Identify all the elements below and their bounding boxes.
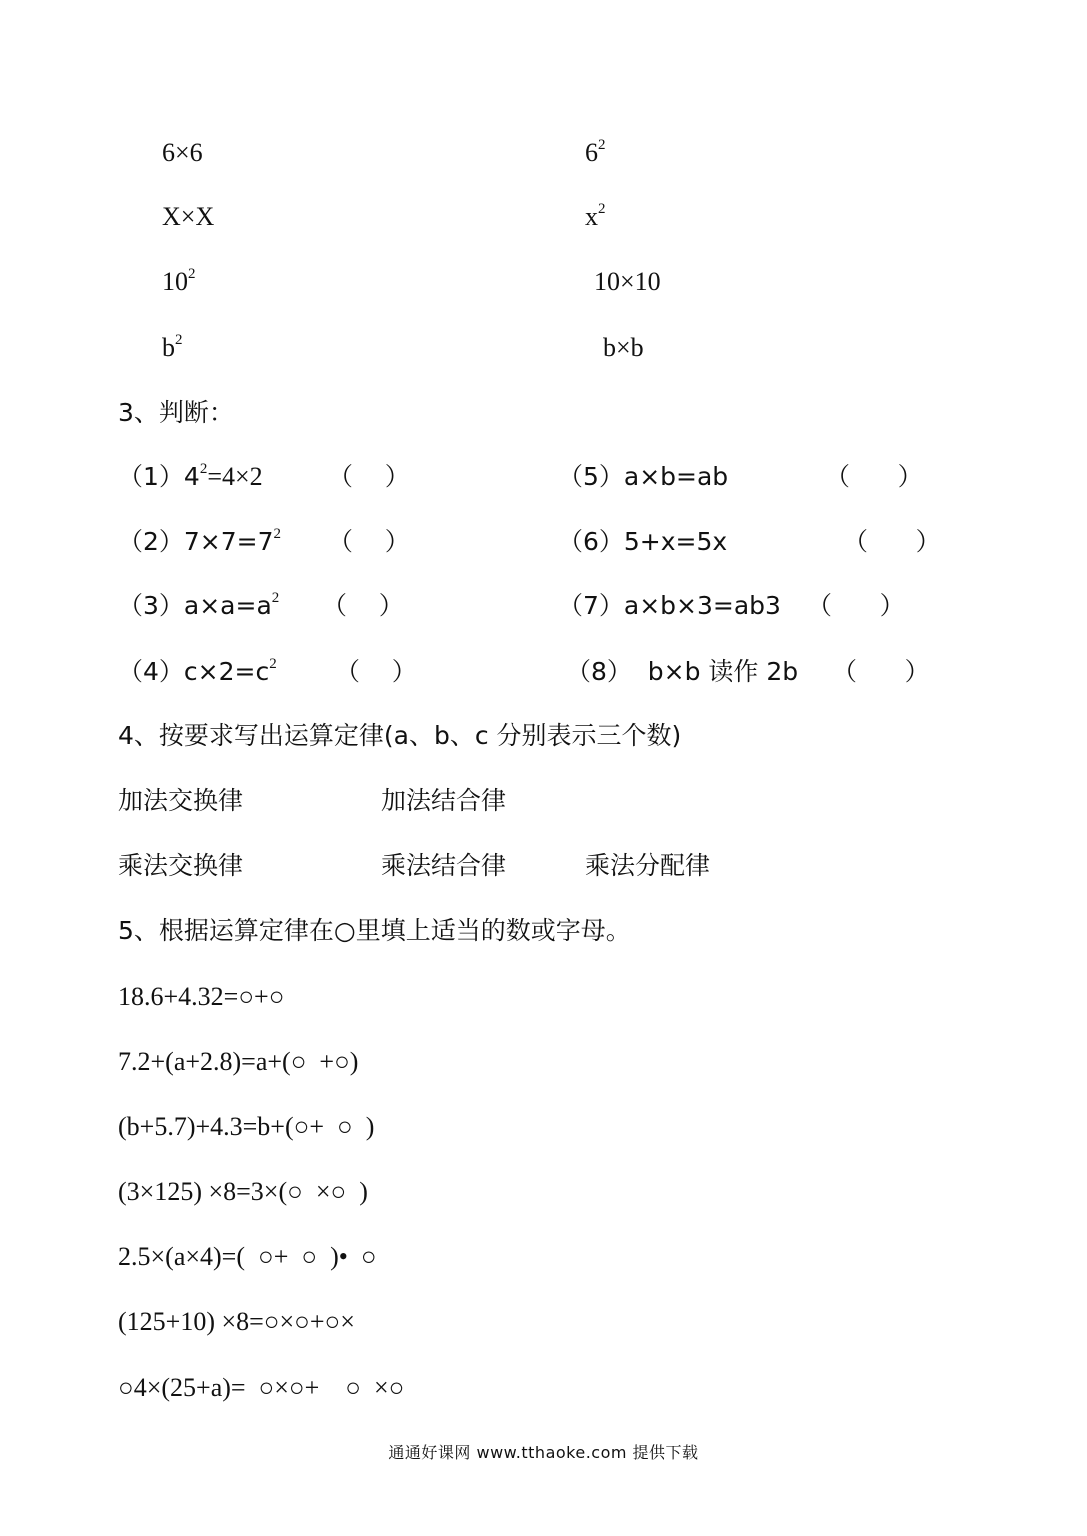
fill-line-4: (3×125) ×8=3×(○ ×○ ) <box>118 1177 368 1206</box>
fill-line-2: 7.2+(a+2.8)=a+(○ +○) <box>118 1047 359 1076</box>
page-footer: 通通好课网 www.tthaoke.com 提供下载 <box>388 1443 699 1462</box>
fill-line-7: ○4×(25+a)= ○×○+ ○ ×○ <box>118 1373 405 1402</box>
judge-item-7: （7）a×b×3=ab3 <box>558 591 781 620</box>
judge-paren-5[interactable]: （ ） <box>825 462 923 491</box>
law-multiplicative-associative: 乘法结合律 <box>381 851 507 880</box>
pair-left-3: $10^2$ <box>162 266 196 296</box>
pair-right-2: $x^2$ <box>585 201 606 231</box>
judge-paren-3[interactable]: （ ） <box>322 591 404 620</box>
law-additive-associative: 加法结合律 <box>381 786 507 815</box>
judge-paren-4[interactable]: （ ） <box>335 657 417 686</box>
pair-right-1: $6^2$ <box>585 137 606 167</box>
judge-paren-6[interactable]: （ ） <box>843 527 941 556</box>
pair-left-2: X×X <box>162 202 215 231</box>
fill-line-3: (b+5.7)+4.3=b+(○+ ○ ) <box>118 1112 375 1141</box>
law-additive-commutative: 加法交换律 <box>118 786 244 815</box>
section-4-title: 4、按要求写出运算定律(a、b、c 分别表示三个数) <box>118 721 682 750</box>
pair-left-4: $b^2$ <box>162 332 183 362</box>
judge-item-1: $(1)4^2=4\times 2$ <box>118 461 263 491</box>
fill-line-1: 18.6+4.32=○+○ <box>118 982 285 1011</box>
law-distributive: 乘法分配律 <box>585 851 711 880</box>
judge-item-6: （6）5+x=5x <box>558 527 728 556</box>
fill-line-6: (125+10) ×8=○×○+○× <box>118 1307 355 1336</box>
judge-paren-1[interactable]: （ ） <box>328 462 410 491</box>
judge-item-8: （8） b×b 读作 2b <box>566 657 799 686</box>
pair-right-4: b×b <box>603 333 644 362</box>
section-5-title: 5、根据运算定律在○里填上适当的数或字母。 <box>118 916 631 945</box>
judge-paren-7[interactable]: （ ） <box>807 591 905 620</box>
judge-item-3: $(3)a\times a=a^2$ <box>118 590 280 620</box>
judge-item-4: $(4)c\times 2=c^2$ <box>118 656 277 686</box>
section-3-title: 3、判断： <box>118 398 234 427</box>
pair-left-1: 6×6 <box>162 138 203 167</box>
judge-paren-2[interactable]: （ ） <box>328 527 410 556</box>
fill-line-5: 2.5×(a×4)=( ○+ ○ )• ○ <box>118 1242 377 1271</box>
law-multiplicative-commutative: 乘法交换律 <box>118 851 244 880</box>
pair-right-3: 10×10 <box>594 267 661 296</box>
judge-item-5: （5）a×b=ab <box>558 462 729 491</box>
judge-item-2: $(2)7\times 7=7^2$ <box>118 526 282 556</box>
judge-paren-8[interactable]: （ ） <box>832 657 930 686</box>
